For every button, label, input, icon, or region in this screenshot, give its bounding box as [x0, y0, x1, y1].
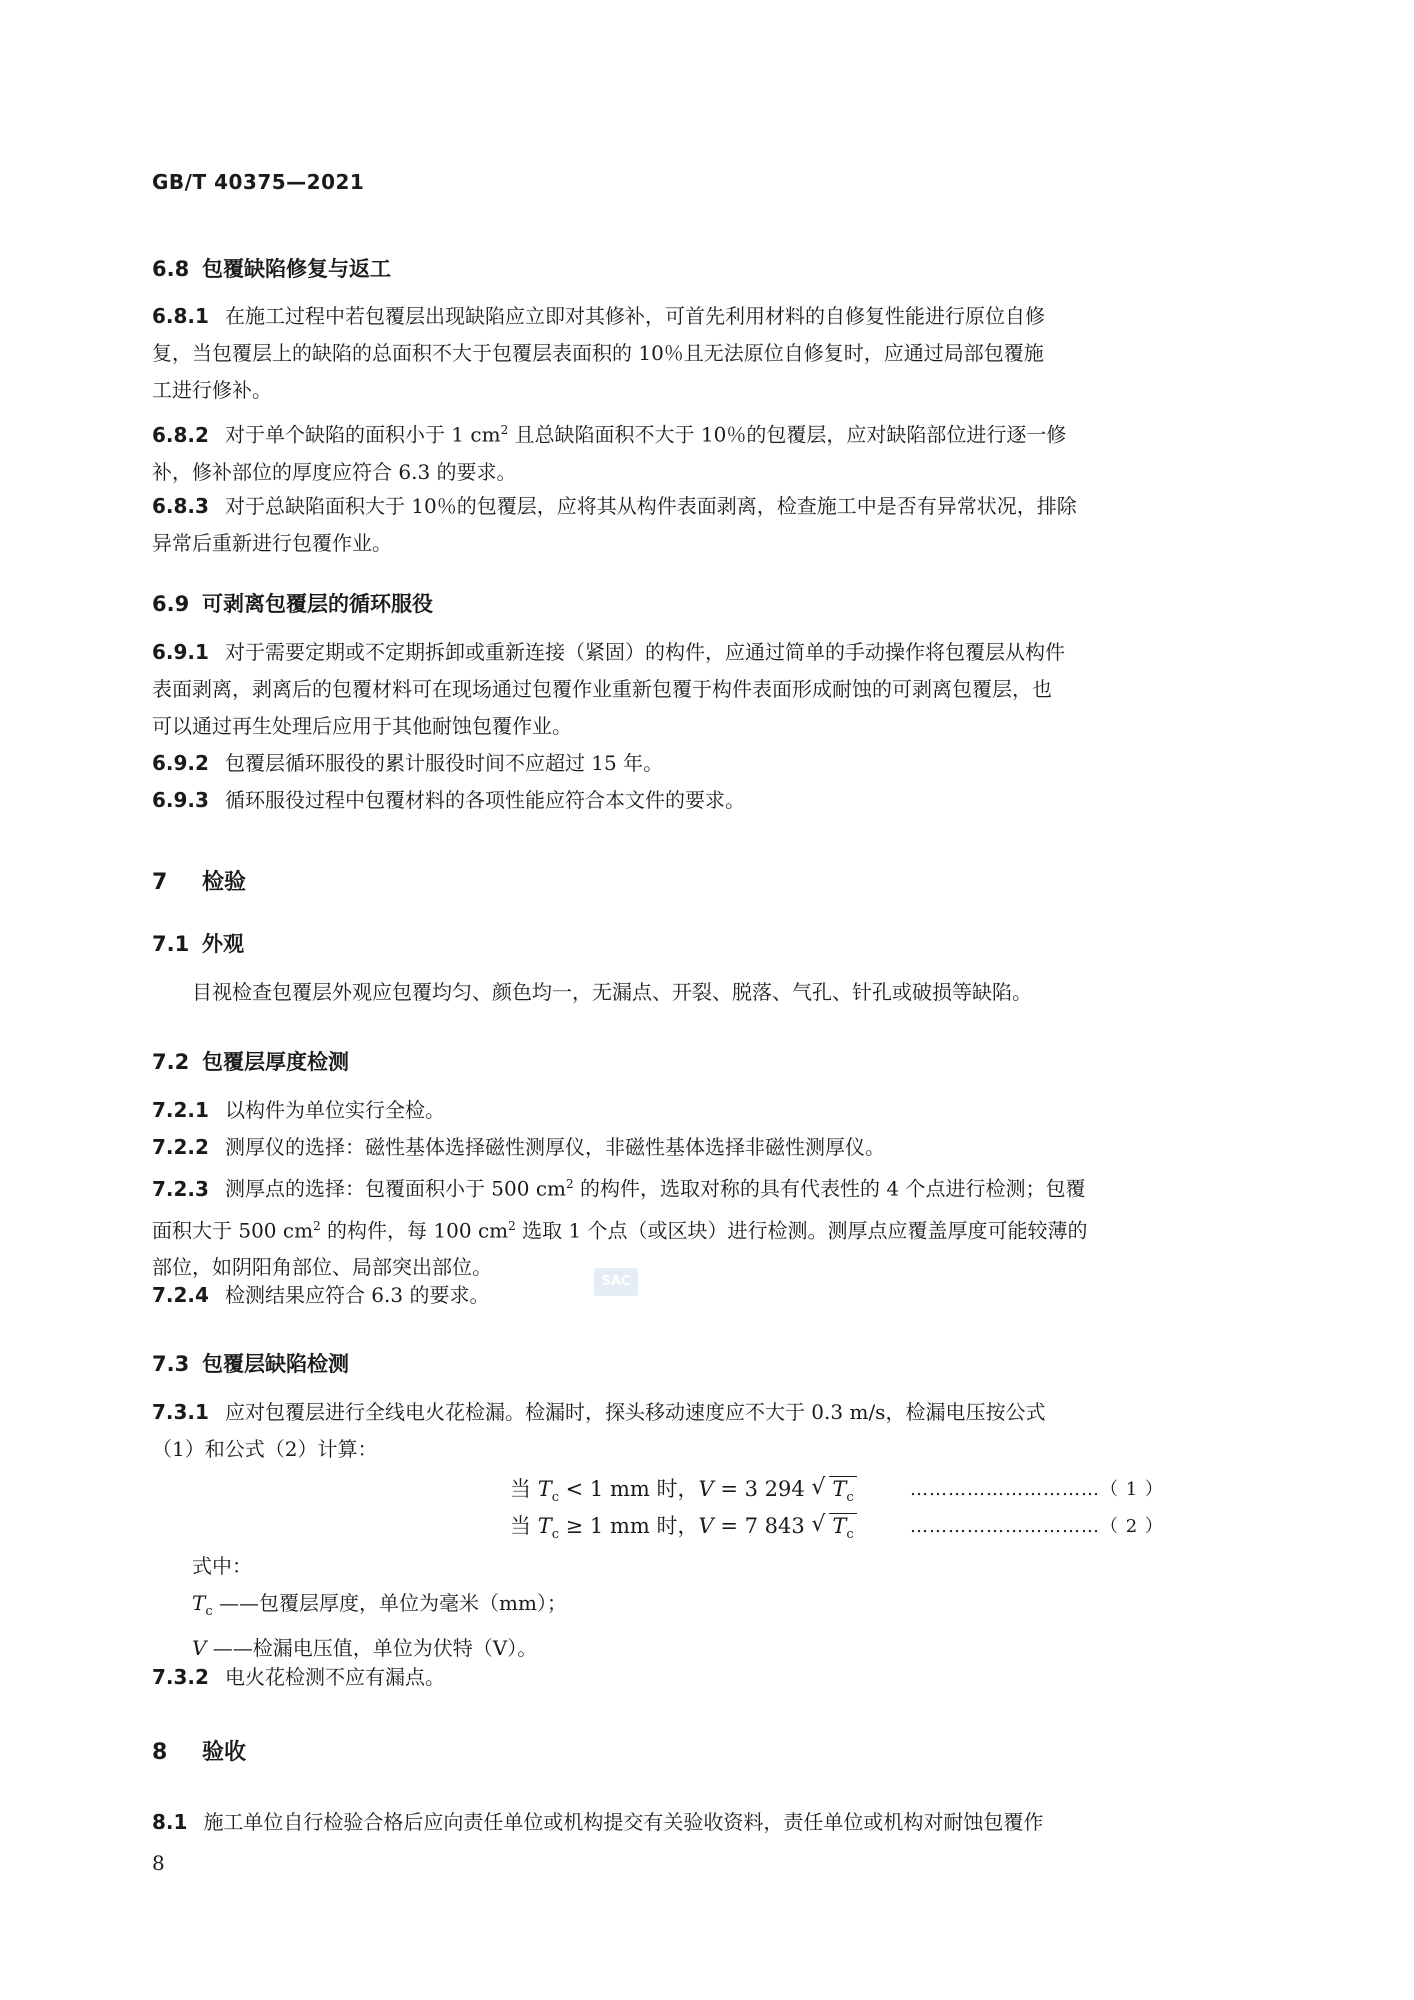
superscript: 2: [508, 1218, 516, 1233]
formula-variable: T: [537, 1477, 552, 1501]
definition-symbol: V: [192, 1636, 207, 1660]
section-number: 7.2: [152, 1050, 190, 1074]
formula-1-number: …………………………（ 1 ）: [910, 1479, 1164, 1500]
clause-number: 7.2.2: [152, 1135, 209, 1159]
chapter-title: 验收: [202, 1740, 247, 1765]
section-title: 包覆层缺陷检测: [202, 1352, 349, 1376]
clause-text: 测厚点的选择：包覆面积小于 500 cm: [224, 1176, 567, 1201]
page-number: 8: [152, 1851, 165, 1875]
section-title: 外观: [202, 932, 244, 956]
clause-text: 目视检查包覆层外观应包覆均匀、颜色均一，无漏点、开裂、脱落、气孔、针孔或破损等缺陷。: [192, 980, 1032, 1004]
chapter-heading-7: [152, 865, 246, 896]
formula-text: 当: [510, 1514, 538, 1538]
clause-6-9-1: [152, 634, 1262, 745]
clause-text: 对于总缺陷面积大于 10％的包覆层，应将其从构件表面剥离，检查施工中是否有异常状况，排除: [224, 494, 1077, 518]
clause-number: 6.9.2: [152, 751, 209, 775]
clause-text: 对于单个缺陷的面积小于 1 cm: [224, 422, 501, 447]
clause-number: 6.9.1: [152, 640, 209, 664]
section-title: 包覆层厚度检测: [202, 1050, 349, 1074]
formula-subscript: c: [846, 1490, 854, 1506]
clause-text: 面积大于 500 cm: [152, 1218, 314, 1243]
clause-number: 7.3.1: [152, 1400, 209, 1424]
clause-7-2-3: [152, 1166, 1262, 1286]
clause-6-8-3: [152, 488, 1262, 562]
clause-text: 测厚仪的选择：磁性基体选择磁性测厚仪，非磁性基体选择非磁性测厚仪。: [224, 1135, 885, 1159]
definition-tc: [192, 1585, 1262, 1630]
clause-text: 工进行修补。: [152, 378, 272, 402]
clause-7-3-1: [152, 1394, 1262, 1468]
section-number: 6.8: [152, 257, 190, 281]
definition-symbol: T: [192, 1591, 206, 1615]
formula-text: = 3 294: [713, 1477, 805, 1501]
formula-subscript: c: [551, 1490, 559, 1506]
formula-text: < 1 mm 时，: [558, 1477, 699, 1501]
clause-number: 7.2.1: [152, 1098, 209, 1122]
formula-subscript: c: [846, 1527, 854, 1543]
formula-where: [152, 1548, 1262, 1667]
definition-subscript: c: [205, 1604, 213, 1619]
clause-text: 在施工过程中若包覆层出现缺陷应立即对其修补，可首先利用材料的自修复性能进行原位自修: [224, 304, 1045, 328]
clause-text: 可以通过再生处理后应用于其他耐蚀包覆作业。: [152, 714, 572, 738]
clause-number: 6.9.3: [152, 788, 209, 812]
superscript: 2: [566, 1177, 574, 1191]
document-id: GB/T 40375—2021: [152, 170, 365, 194]
chapter-number: 8: [152, 1740, 168, 1765]
clause-text: 对于需要定期或不定期拆卸或重新连接（紧固）的构件，应通过简单的手动操作将包覆层从构件: [224, 640, 1065, 664]
section-number: 6.9: [152, 592, 190, 616]
clause-number: 6.8.3: [152, 494, 209, 518]
formula-text: = 7 843: [713, 1514, 805, 1538]
clause-number: 7.2.4: [152, 1283, 209, 1307]
clause-7-2-1: [152, 1092, 1262, 1129]
chapter-title: 检验: [202, 870, 247, 895]
section-heading-6-9: [152, 588, 433, 618]
clause-text: 且总缺陷面积不大于 10％的包覆层，应对缺陷部位进行逐一修: [508, 422, 1067, 447]
clause-7-2-2: [152, 1129, 1262, 1166]
clause-text: 补，修补部位的厚度应符合 6.3 的要求。: [152, 459, 517, 484]
square-root: [811, 1514, 856, 1542]
clause-7-2-4: [152, 1277, 1262, 1314]
clause-text: 检测结果应符合 6.3 的要求。: [224, 1283, 490, 1307]
sac-watermark-logo: SAC: [594, 1268, 638, 1296]
formula-variable: V: [698, 1477, 714, 1501]
clause-7-3-2: [152, 1659, 1262, 1696]
formula-variable: V: [698, 1514, 714, 1538]
where-label: 式中：: [192, 1554, 252, 1578]
clause-text: 以构件为单位实行全检。: [224, 1098, 445, 1122]
clause-8-1: [152, 1804, 1262, 1841]
formula-variable: T: [537, 1514, 552, 1538]
section-title: 可剥离包覆层的循环服役: [202, 592, 433, 616]
clause-number: 7.3.2: [152, 1665, 209, 1689]
clause-6-9-3: [152, 782, 1262, 819]
formula-2-number: …………………………（ 2 ）: [910, 1516, 1164, 1537]
section-heading-6-8: [152, 253, 391, 283]
formula-1: [510, 1473, 857, 1505]
chapter-heading-8: [152, 1735, 246, 1766]
clause-text: 循环服役过程中包覆材料的各项性能应符合本文件的要求。: [224, 788, 745, 812]
superscript: 2: [313, 1218, 321, 1233]
formula-text: ≥ 1 mm 时，: [558, 1514, 699, 1538]
square-root: [811, 1477, 856, 1505]
clause-text: （1）和公式（2）计算：: [152, 1437, 378, 1461]
superscript: 2: [500, 423, 509, 437]
clause-text: 部位，如阴阳角部位、局部突出部位。: [152, 1255, 492, 1280]
clause-text: 包覆层循环服役的累计服役时间不应超过 15 年。: [224, 751, 664, 775]
section-number: 7.1: [152, 932, 190, 956]
clause-number: 7.2.3: [152, 1176, 209, 1201]
clause-text: 复，当包覆层上的缺陷的总面积不大于包覆层表面积的 10％且无法原位自修复时，应通过局部包覆施: [152, 341, 1044, 365]
clause-text: 电火花检测不应有漏点。: [224, 1665, 445, 1689]
clause-text: 施工单位自行检验合格后应向责任单位或机构提交有关验收资料，责任单位或机构对耐蚀包覆作: [203, 1810, 1044, 1834]
definition-text: ——包覆层厚度，单位为毫米（mm）；: [212, 1591, 567, 1615]
clause-number: 6.8.2: [152, 422, 209, 447]
clause-6-8-2: [152, 412, 1262, 491]
formula-text: 当: [510, 1477, 538, 1501]
clause-number: 8.1: [152, 1810, 188, 1834]
clause-text: 的构件，每 100 cm: [320, 1218, 509, 1243]
clause-text: 的构件，选取对称的具有代表性的 4 个点进行检测；包覆: [573, 1176, 1086, 1201]
clause-text: 表面剥离，剥离后的包覆材料可在现场通过包覆作业重新包覆于构件表面形成耐蚀的可剥离包覆层，也: [152, 677, 1052, 701]
clause-6-9-2: [152, 745, 1262, 782]
clause-number: 6.8.1: [152, 304, 209, 328]
section-heading-7-1: [152, 928, 244, 958]
definition-text: ——检漏电压值，单位为伏特（V）。: [206, 1636, 538, 1660]
clause-6-8-1: [152, 298, 1262, 409]
formula-subscript: c: [551, 1527, 559, 1543]
clause-7-1-body: [152, 974, 1262, 1011]
section-heading-7-3: [152, 1348, 349, 1378]
section-title: 包覆缺陷修复与返工: [202, 257, 391, 281]
section-heading-7-2: [152, 1046, 349, 1076]
clause-text: 应对包覆层进行全线电火花检漏。检漏时，探头移动速度应不大于 0.3 m/s，检漏电压按公式: [224, 1400, 1046, 1424]
formula-variable: T: [832, 1477, 847, 1501]
section-number: 7.3: [152, 1352, 190, 1376]
formula-variable: T: [832, 1514, 847, 1538]
clause-text: 选取 1 个点（或区块）进行检测。测厚点应覆盖厚度可能较薄的: [515, 1218, 1088, 1243]
chapter-number: 7: [152, 870, 168, 895]
clause-text: 异常后重新进行包覆作业。: [152, 531, 392, 555]
formula-2: [510, 1510, 857, 1542]
